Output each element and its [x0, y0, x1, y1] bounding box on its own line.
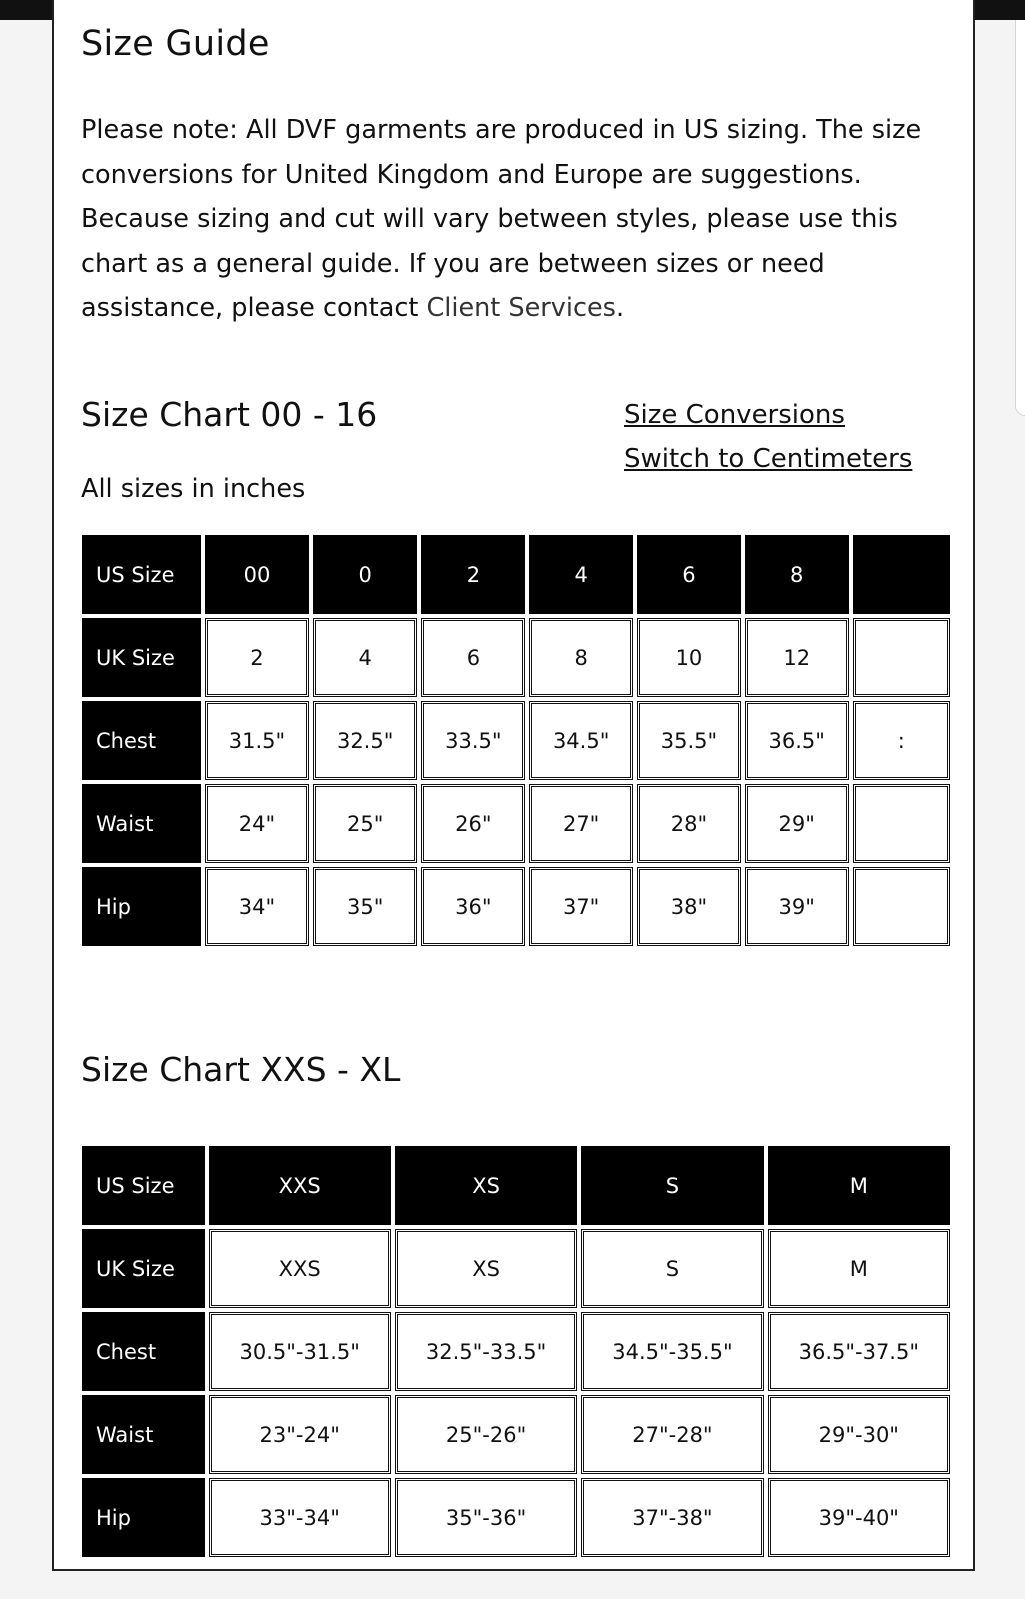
row-label: UK Size [82, 618, 201, 697]
table-cell: 34" [205, 867, 309, 946]
scroll-handle[interactable] [1015, 20, 1025, 416]
size-header-cell: M [768, 1146, 950, 1225]
table-cell: 37" [529, 867, 633, 946]
size-header-cell: XXS [209, 1146, 391, 1225]
table-cell: 35"-36" [395, 1478, 577, 1557]
size-header-cell: S [581, 1146, 763, 1225]
size-header-cell: 0 [313, 535, 418, 614]
table-cell: 38" [637, 867, 741, 946]
background-bar-left [0, 0, 52, 20]
table-cell: 26" [421, 784, 525, 863]
size-guide-modal [52, 0, 975, 1571]
table-cell: 34.5" [529, 701, 633, 780]
table-cell [853, 618, 950, 697]
table-row [82, 1229, 950, 1308]
table-cell: 39"-40" [768, 1478, 950, 1557]
table-row [82, 867, 950, 946]
table-cell: M [768, 1229, 950, 1308]
size-header-cell: 00 [205, 535, 309, 614]
table-cell: 6 [421, 618, 525, 697]
table-cell: 25" [313, 784, 418, 863]
table-cell: 33"-34" [209, 1478, 391, 1557]
row-label: Hip [82, 1478, 205, 1557]
table-cell: : [853, 701, 950, 780]
switch-centimeters-link[interactable]: Switch to Centimeters [624, 444, 913, 474]
table-row [82, 1395, 950, 1474]
chart2-title: Size Chart XXS - XL [81, 1050, 401, 1089]
chart1-subtitle: All sizes in inches [81, 474, 306, 504]
table-cell: 30.5"-31.5" [209, 1312, 391, 1391]
table-cell: 8 [529, 618, 633, 697]
row-label: Waist [82, 1395, 205, 1474]
row-label: Hip [82, 867, 201, 946]
size-header-cell: 4 [529, 535, 633, 614]
modal-title: Size Guide [81, 24, 270, 64]
size-chart-xxs-xl-table [82, 1146, 954, 1561]
table-cell: XXS [209, 1229, 391, 1308]
size-header-cell [853, 535, 950, 614]
table-cell: 39" [745, 867, 849, 946]
table-cell [853, 867, 950, 946]
table-cell: 36" [421, 867, 525, 946]
row-label: Chest [82, 1312, 205, 1391]
table-cell: 4 [313, 618, 418, 697]
table-cell: 36.5"-37.5" [768, 1312, 950, 1391]
table-cell: XS [395, 1229, 577, 1308]
size-header-cell: XS [395, 1146, 577, 1225]
table-cell: 29"-30" [768, 1395, 950, 1474]
table-row [82, 784, 950, 863]
sizing-note-end: . [615, 293, 625, 323]
table-cell: 2 [205, 618, 309, 697]
table-row [82, 618, 950, 697]
size-header-cell: 6 [637, 535, 741, 614]
table-cell: 37"-38" [581, 1478, 763, 1557]
client-services-link[interactable]: Client Services [426, 293, 616, 323]
row-label: Chest [82, 701, 201, 780]
size-header-cell: 2 [421, 535, 525, 614]
size-header-cell: 8 [745, 535, 849, 614]
sizing-note-text: Please note: All DVF garments are produced in US sizing. The size conversions for United Kingdom and Europe are suggestions. Because sizing and cut will vary between styles, please use this chart as a general guide. If you are between sizes or need assistance, please contact [81, 115, 922, 323]
table-cell: 27" [529, 784, 633, 863]
table-cell: 25"-26" [395, 1395, 577, 1474]
table-cell: 33.5" [421, 701, 525, 780]
chart1-title: Size Chart 00 - 16 [81, 395, 378, 434]
table-row [82, 1478, 950, 1557]
row-label: US Size [82, 1146, 205, 1225]
table-cell: S [581, 1229, 763, 1308]
table-cell: 27"-28" [581, 1395, 763, 1474]
table-row [82, 535, 950, 614]
sizing-note [81, 108, 961, 331]
table-cell: 32.5" [313, 701, 418, 780]
table-row [82, 1146, 950, 1225]
table-cell: 36.5" [745, 701, 849, 780]
table-cell [853, 784, 950, 863]
size-conversions-link[interactable]: Size Conversions [624, 400, 845, 430]
row-label: Waist [82, 784, 201, 863]
table-cell: 29" [745, 784, 849, 863]
table-row [82, 1312, 950, 1391]
table-cell: 32.5"-33.5" [395, 1312, 577, 1391]
row-label: US Size [82, 535, 201, 614]
table-row [82, 701, 950, 780]
table-cell: 12 [745, 618, 849, 697]
table-cell: 10 [637, 618, 741, 697]
table-cell: 24" [205, 784, 309, 863]
size-chart-00-16-table [82, 535, 954, 950]
table-cell: 35" [313, 867, 418, 946]
table-cell: 34.5"-35.5" [581, 1312, 763, 1391]
table-cell: 35.5" [637, 701, 741, 780]
table-cell: 23"-24" [209, 1395, 391, 1474]
background-bar-right [975, 0, 1025, 20]
row-label: UK Size [82, 1229, 205, 1308]
table-cell: 31.5" [205, 701, 309, 780]
table-cell: 28" [637, 784, 741, 863]
